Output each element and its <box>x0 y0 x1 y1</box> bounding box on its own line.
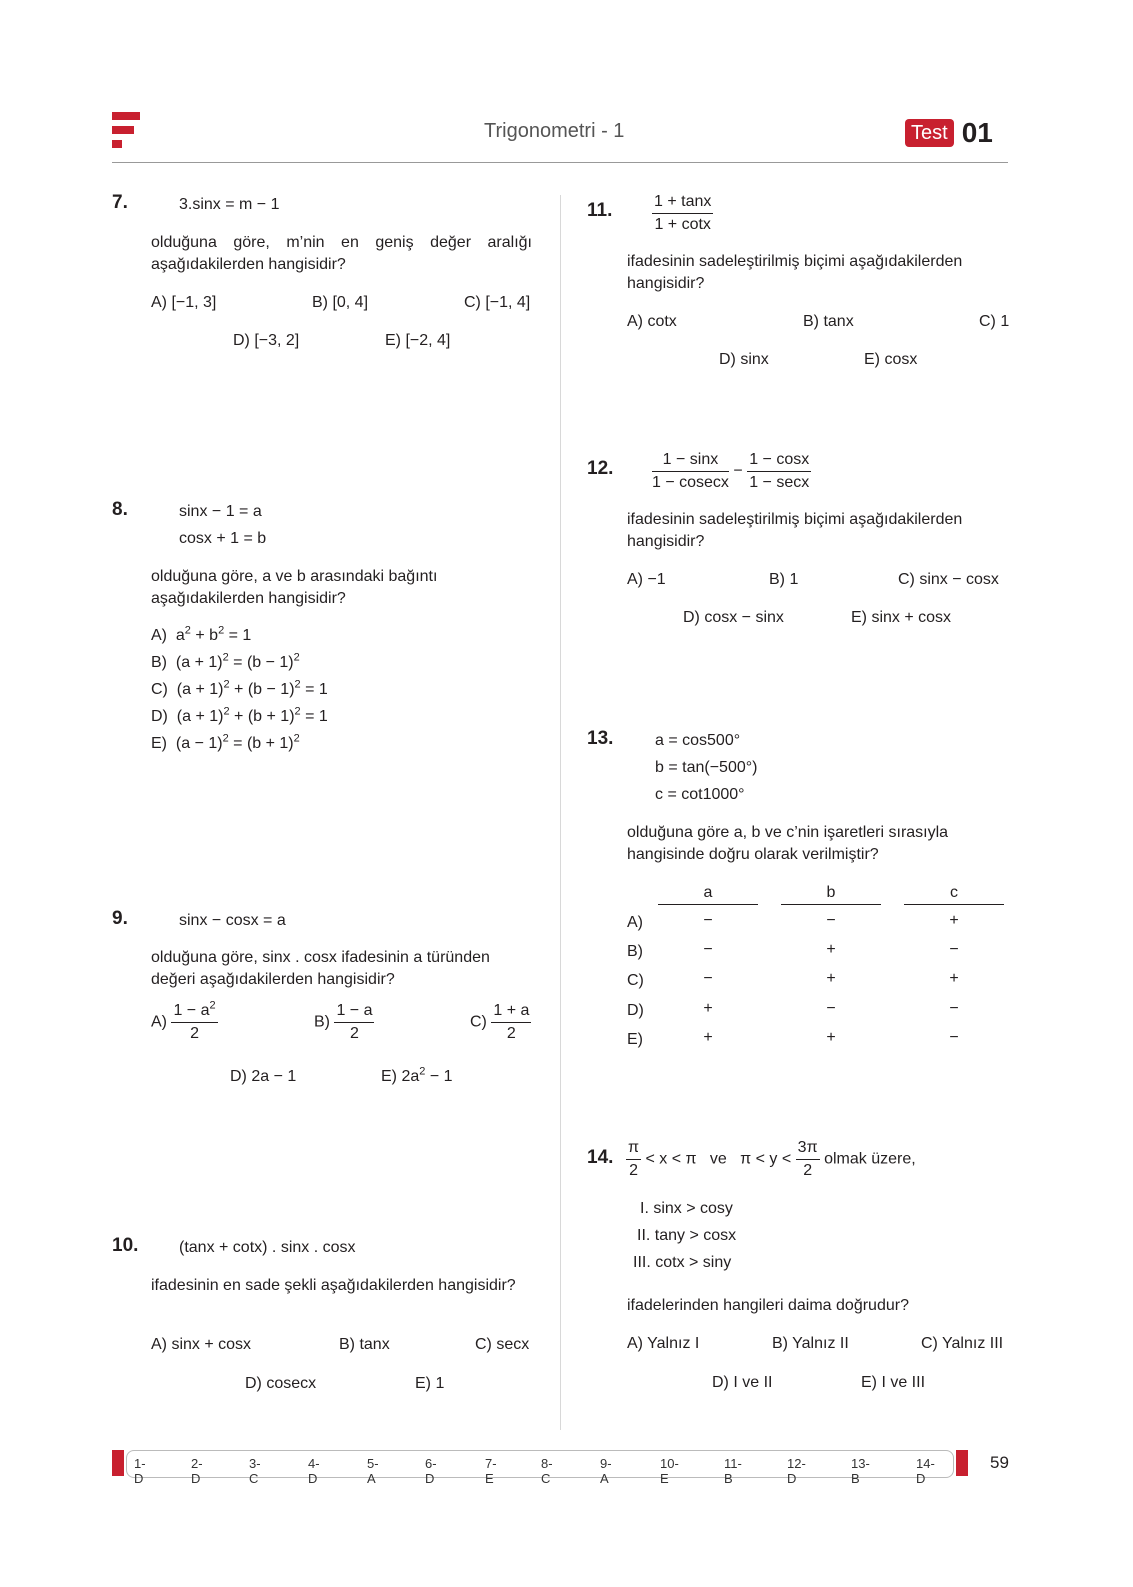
question-12-number: 12. <box>587 458 614 479</box>
sign-table-header-a: a <box>658 882 758 905</box>
fraction <box>171 1001 217 1044</box>
option-label: C) <box>151 681 168 698</box>
answer-item: 1-D <box>134 1456 146 1486</box>
brand-logo <box>112 112 142 152</box>
option-text: − 1 <box>425 1068 453 1085</box>
question-11-option-b[interactable]: B) tanx <box>803 313 854 330</box>
operator: − <box>733 462 743 480</box>
question-14-condition <box>626 1138 916 1181</box>
question-13-stem: olduğuna göre a, b ve c’nin işaretleri sırasıyla hangisinde doğru olarak verilmiştir? <box>627 824 949 863</box>
answer-item: 10-E <box>660 1456 679 1486</box>
question-13-given-3: c = cot1000° <box>655 786 745 803</box>
answer-bar-left-mark <box>112 1450 124 1476</box>
question-8-given-2: cosx + 1 = b <box>179 530 267 547</box>
numerator: 1 − cosx <box>747 450 811 472</box>
option-expr: (a + 1) <box>176 681 224 698</box>
question-10-option-b[interactable]: B) tanx <box>339 1336 390 1353</box>
question-14-option-c[interactable]: C) Yalnız III <box>921 1335 1004 1352</box>
numerator: 1 − sinx <box>652 450 729 472</box>
header-divider <box>112 162 1008 163</box>
option-expr: (a − 1) <box>175 735 223 752</box>
option-label: B) <box>151 654 167 671</box>
column-divider <box>560 195 561 1430</box>
sign-cell: − <box>703 941 713 958</box>
sign-cell: + <box>703 1029 713 1046</box>
sign-cell: − <box>826 912 836 929</box>
option-expr: = 1 <box>300 681 328 698</box>
option-expr: + (b + 1) <box>229 708 295 725</box>
question-8-given-1: sinx − 1 = a <box>179 503 262 520</box>
option-label: A) <box>151 627 167 644</box>
numerator: 1 + a <box>491 1001 531 1023</box>
option-expr: = (b − 1) <box>228 654 294 671</box>
answer-item: 4-D <box>308 1456 320 1486</box>
question-14-item-3: III. cotx > siny <box>633 1254 732 1271</box>
option-text: E) 2a <box>381 1068 420 1085</box>
question-10-option-a[interactable]: A) sinx + cosx <box>151 1336 252 1353</box>
question-8-option-e[interactable] <box>151 733 300 755</box>
fraction <box>334 1001 374 1044</box>
sign-row-a-label[interactable]: A) <box>627 914 643 931</box>
question-7-option-b[interactable]: B) [0, 4] <box>312 294 369 311</box>
option-sup: 2 <box>294 678 301 691</box>
question-7-option-a[interactable]: A) [−1, 3] <box>151 294 217 311</box>
answer-item: 12-D <box>787 1456 806 1486</box>
question-10-number: 10. <box>112 1235 139 1256</box>
condition-tail: olmak üzere, <box>824 1150 916 1168</box>
option-sup: 2 <box>223 705 230 718</box>
question-12-expression <box>652 450 811 493</box>
question-12-option-a[interactable]: A) −1 <box>627 571 666 588</box>
answer-item: 13-B <box>851 1456 870 1486</box>
sign-table-header-b: b <box>781 882 881 905</box>
question-11-stem: ifadesinin sadeleştirilmiş biçimi aşağıdakilerden hangisidir? <box>627 253 963 292</box>
page-title: Trigonometri - 1 <box>484 120 625 142</box>
option-expr: + b <box>190 627 219 644</box>
test-label <box>905 117 993 149</box>
answer-item: 14-D <box>916 1456 935 1486</box>
answer-item: 9-A <box>600 1456 612 1486</box>
question-11-option-d[interactable]: D) sinx <box>719 351 769 368</box>
question-7-number: 7. <box>112 192 128 213</box>
question-11-option-e[interactable]: E) cosx <box>864 351 918 368</box>
denominator: 2 <box>350 1025 359 1042</box>
question-14-item-1: I. sinx > cosy <box>640 1200 733 1217</box>
question-7-option-d[interactable]: D) [−3, 2] <box>233 332 300 349</box>
question-9-option-a[interactable] <box>151 1001 218 1044</box>
option-sup: 2 <box>222 732 229 745</box>
question-8-number: 8. <box>112 499 128 520</box>
question-9-number: 9. <box>112 908 128 929</box>
denominator: 1 − cosecx <box>652 474 729 491</box>
denominator: 2 <box>506 1025 516 1042</box>
question-8-option-b[interactable] <box>151 652 300 674</box>
option-expr: (a + 1) <box>176 708 224 725</box>
question-11-expression <box>652 192 713 235</box>
numerator: 1 + tanx <box>652 192 713 214</box>
question-13-given-2: b = tan(−500°) <box>655 759 758 776</box>
sign-cell: + <box>949 970 959 987</box>
question-14-number: 14. <box>587 1147 614 1168</box>
option-expr: = 1 <box>300 708 328 725</box>
question-14-option-d[interactable]: D) I ve II <box>712 1374 773 1391</box>
denominator: 2 <box>629 1162 638 1179</box>
question-12-option-b[interactable]: B) 1 <box>769 571 799 588</box>
question-14-option-b[interactable]: B) Yalnız II <box>772 1335 849 1352</box>
question-9-option-e[interactable] <box>381 1066 453 1088</box>
inequality: < x < π <box>645 1150 697 1168</box>
denominator: 2 <box>803 1162 813 1179</box>
question-11-option-a[interactable]: A) cotx <box>627 313 677 330</box>
question-10-option-c[interactable]: C) secx <box>475 1336 530 1353</box>
question-10-stem: ifadesinin en sade şekli aşağıdakilerden hangisidir? <box>151 1277 516 1294</box>
question-14-stem: ifadelerinden hangileri daima doğrudur? <box>627 1297 909 1314</box>
option-expr: = 1 <box>224 627 252 644</box>
question-7-stem: olduğuna göre, m’nin en geniş değer aralığı aşağıdakilerden hangisidir? <box>151 234 532 273</box>
question-14-item-2: II. tany > cosx <box>637 1227 737 1244</box>
question-10-given: (tanx + cotx) . sinx . cosx <box>179 1239 356 1256</box>
sign-cell: + <box>826 970 836 987</box>
sign-cell: + <box>703 1000 713 1017</box>
question-12-option-e[interactable]: E) sinx + cosx <box>851 609 952 626</box>
test-number: 01 <box>961 117 993 148</box>
question-14-option-a[interactable]: A) Yalnız I <box>627 1335 700 1352</box>
question-12-stem: ifadesinin sadeleştirilmiş biçimi aşağıdakilerden hangisidir? <box>627 511 963 550</box>
answer-item: 6-D <box>425 1456 437 1486</box>
page-number: 59 <box>990 1453 1009 1472</box>
question-12-option-d[interactable]: D) cosx − sinx <box>683 609 784 626</box>
option-sup: 2 <box>293 651 300 664</box>
answer-item: 8-C <box>541 1456 553 1486</box>
question-7-given: 3.sinx = m − 1 <box>179 196 280 213</box>
question-11-number: 11. <box>587 200 613 221</box>
question-10-option-d[interactable]: D) cosecx <box>245 1375 317 1392</box>
option-label: B) <box>314 1013 330 1031</box>
question-13-given-1: a = cos500° <box>655 732 741 749</box>
answer-item: 3-C <box>249 1456 261 1486</box>
sign-table-header-c: c <box>904 882 1004 905</box>
answer-item: 11-B <box>724 1456 742 1486</box>
question-11-option-c[interactable]: C) 1 <box>979 313 1010 330</box>
test-badge: Test <box>905 119 954 147</box>
question-8-option-a[interactable] <box>151 625 251 647</box>
question-9-option-b[interactable] <box>314 1001 374 1044</box>
question-7-option-c[interactable]: C) [−1, 4] <box>464 294 531 311</box>
question-9-option-d[interactable]: D) 2a − 1 <box>230 1068 297 1085</box>
fraction <box>652 192 713 235</box>
option-sup: 2 <box>293 732 300 745</box>
fraction-2 <box>747 450 811 493</box>
question-13-number: 13. <box>587 728 614 749</box>
sign-cell: − <box>949 1000 959 1017</box>
question-9-stem: olduğuna göre, sinx . cosx ifadesinin a türünden değeri aşağıdakilerden hangisidir? <box>151 949 490 988</box>
sign-cell: − <box>703 912 713 929</box>
conjunction: ve <box>709 1150 727 1168</box>
option-label: E) <box>151 735 167 752</box>
question-14-option-e[interactable]: E) I ve III <box>861 1374 926 1391</box>
question-8-stem: olduğuna göre, a ve b arasındaki bağıntı aşağıdakilerden hangisidir? <box>151 568 438 607</box>
question-8-option-c[interactable] <box>151 679 328 701</box>
option-expr: (a + 1) <box>175 654 223 671</box>
numerator: 3π <box>796 1138 820 1160</box>
option-sup: 2 <box>223 678 230 691</box>
option-expr: = (b + 1) <box>228 735 294 752</box>
sign-cell: − <box>949 1029 959 1046</box>
answer-item: 2-D <box>191 1456 203 1486</box>
option-sup: 2 <box>222 651 229 664</box>
numerator: π <box>626 1138 641 1160</box>
exponent: 2 <box>209 999 216 1012</box>
answer-item: 5-A <box>367 1456 379 1486</box>
question-8-option-d[interactable] <box>151 706 328 728</box>
denominator: 2 <box>190 1025 199 1042</box>
question-9-option-c[interactable] <box>470 1001 531 1044</box>
fraction <box>796 1138 820 1181</box>
option-sup: 2 <box>184 624 191 637</box>
option-sup: 2 <box>218 624 225 637</box>
question-12-option-c[interactable]: C) sinx − cosx <box>898 571 999 588</box>
option-label: D) <box>151 708 168 725</box>
inequality: π < y < <box>740 1150 792 1168</box>
question-10-option-e[interactable]: E) 1 <box>415 1375 445 1392</box>
sign-row-e-label[interactable]: E) <box>627 1031 643 1048</box>
option-label: C) <box>470 1013 487 1031</box>
fraction <box>491 1001 531 1044</box>
fraction <box>626 1138 641 1181</box>
sign-row-c-label[interactable]: C) <box>627 972 644 989</box>
sign-cell: − <box>826 1000 836 1017</box>
question-7-option-e[interactable]: E) [−2, 4] <box>385 332 451 349</box>
option-expr: a <box>175 627 185 644</box>
sign-cell: + <box>949 912 959 929</box>
fraction-1 <box>652 450 729 493</box>
answer-bar-right-mark <box>956 1450 968 1476</box>
option-expr: + (b − 1) <box>229 681 295 698</box>
denominator: 1 − secx <box>749 474 810 491</box>
sign-cell: + <box>826 1029 836 1046</box>
answer-item: 7-E <box>485 1456 497 1486</box>
question-9-given: sinx − cosx = a <box>179 912 286 929</box>
denominator: 1 + cotx <box>654 216 711 233</box>
sign-cell: − <box>703 970 713 987</box>
numerator: 1 − a <box>173 1002 210 1019</box>
sign-row-d-label[interactable]: D) <box>627 1002 644 1019</box>
option-label: A) <box>151 1013 167 1031</box>
sign-cell: − <box>949 941 959 958</box>
sign-row-b-label[interactable]: B) <box>627 943 643 960</box>
option-sup: 2 <box>294 705 301 718</box>
sign-cell: + <box>826 941 836 958</box>
exponent: 2 <box>419 1065 426 1078</box>
numerator: 1 − a <box>334 1001 374 1023</box>
